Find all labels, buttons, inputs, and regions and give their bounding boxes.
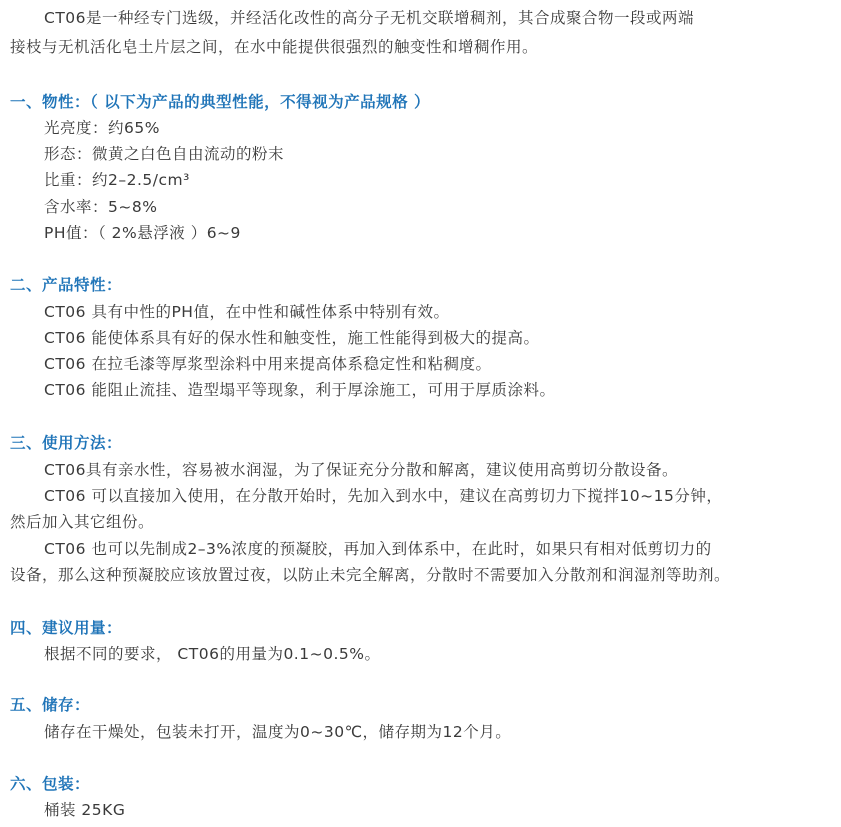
storage-line-1: 储存在干燥处，包装未打开，温度为0~30℃，储存期为12个月。: [44, 723, 512, 741]
property-moisture: 含水率：5~8%: [44, 198, 158, 216]
intro-line-1: CT06是一种经专门选级，并经活化改性的高分子无机交联增稠剂，其合成聚合物一段或两端: [44, 9, 695, 27]
usage-line-3: 然后加入其它组份。: [10, 513, 155, 531]
property-ph: PH值：（ 2%悬浮液 ）6~9: [44, 224, 241, 242]
feature-line-1: CT06 具有中性的PH值，在中性和碱性体系中特别有效。: [44, 303, 450, 321]
section-heading-usage: 三、使用方法：: [10, 434, 123, 452]
section-heading-packaging: 六、包装：: [10, 775, 91, 793]
usage-line-1: CT06具有亲水性，容易被水润湿，为了保证充分分散和解离，建议使用高剪切分散设备。: [44, 461, 679, 479]
section-heading-dosage: 四、建议用量：: [10, 619, 123, 637]
section-heading-storage: 五、储存：: [10, 696, 91, 714]
section-heading-features: 二、产品特性：: [10, 276, 123, 294]
property-form: 形态：微黄之白色自由流动的粉末: [44, 145, 285, 163]
usage-line-5: 设备，那么这种预凝胶应该放置过夜，以防止未完全解离，分散时不需要加入分散剂和润湿剂等助剂。: [10, 566, 731, 584]
property-density: 比重：约2–2.5/cm³: [44, 171, 190, 189]
property-gloss: 光亮度：约65%: [44, 119, 160, 137]
dosage-line-1: 根据不同的要求， CT06的用量为0.1~0.5%。: [44, 645, 381, 663]
section-heading-properties: 一、物性：（ 以下为产品的典型性能，不得视为产品规格 ）: [10, 93, 431, 111]
feature-line-3: CT06 在拉毛漆等厚浆型涂料中用来提高体系稳定性和粘稠度。: [44, 355, 492, 373]
feature-line-4: CT06 能阻止流挂、造型塌平等现象，利于厚涂施工，可用于厚质涂料。: [44, 381, 556, 399]
usage-line-4: CT06 也可以先制成2–3%浓度的预凝胶，再加入到体系中，在此时，如果只有相对低剪切力的: [44, 540, 712, 558]
feature-line-2: CT06 能使体系具有好的保水性和触变性，施工性能得到极大的提高。: [44, 329, 540, 347]
usage-line-2: CT06 可以直接加入使用，在分散开始时，先加入到水中，建议在高剪切力下搅拌10~15分钟，: [44, 487, 723, 505]
intro-line-2: 接枝与无机活化皂土片层之间，在水中能提供很强烈的触变性和增稠作用。: [10, 38, 539, 56]
packaging-line-1: 桶装 25KG: [44, 801, 126, 819]
